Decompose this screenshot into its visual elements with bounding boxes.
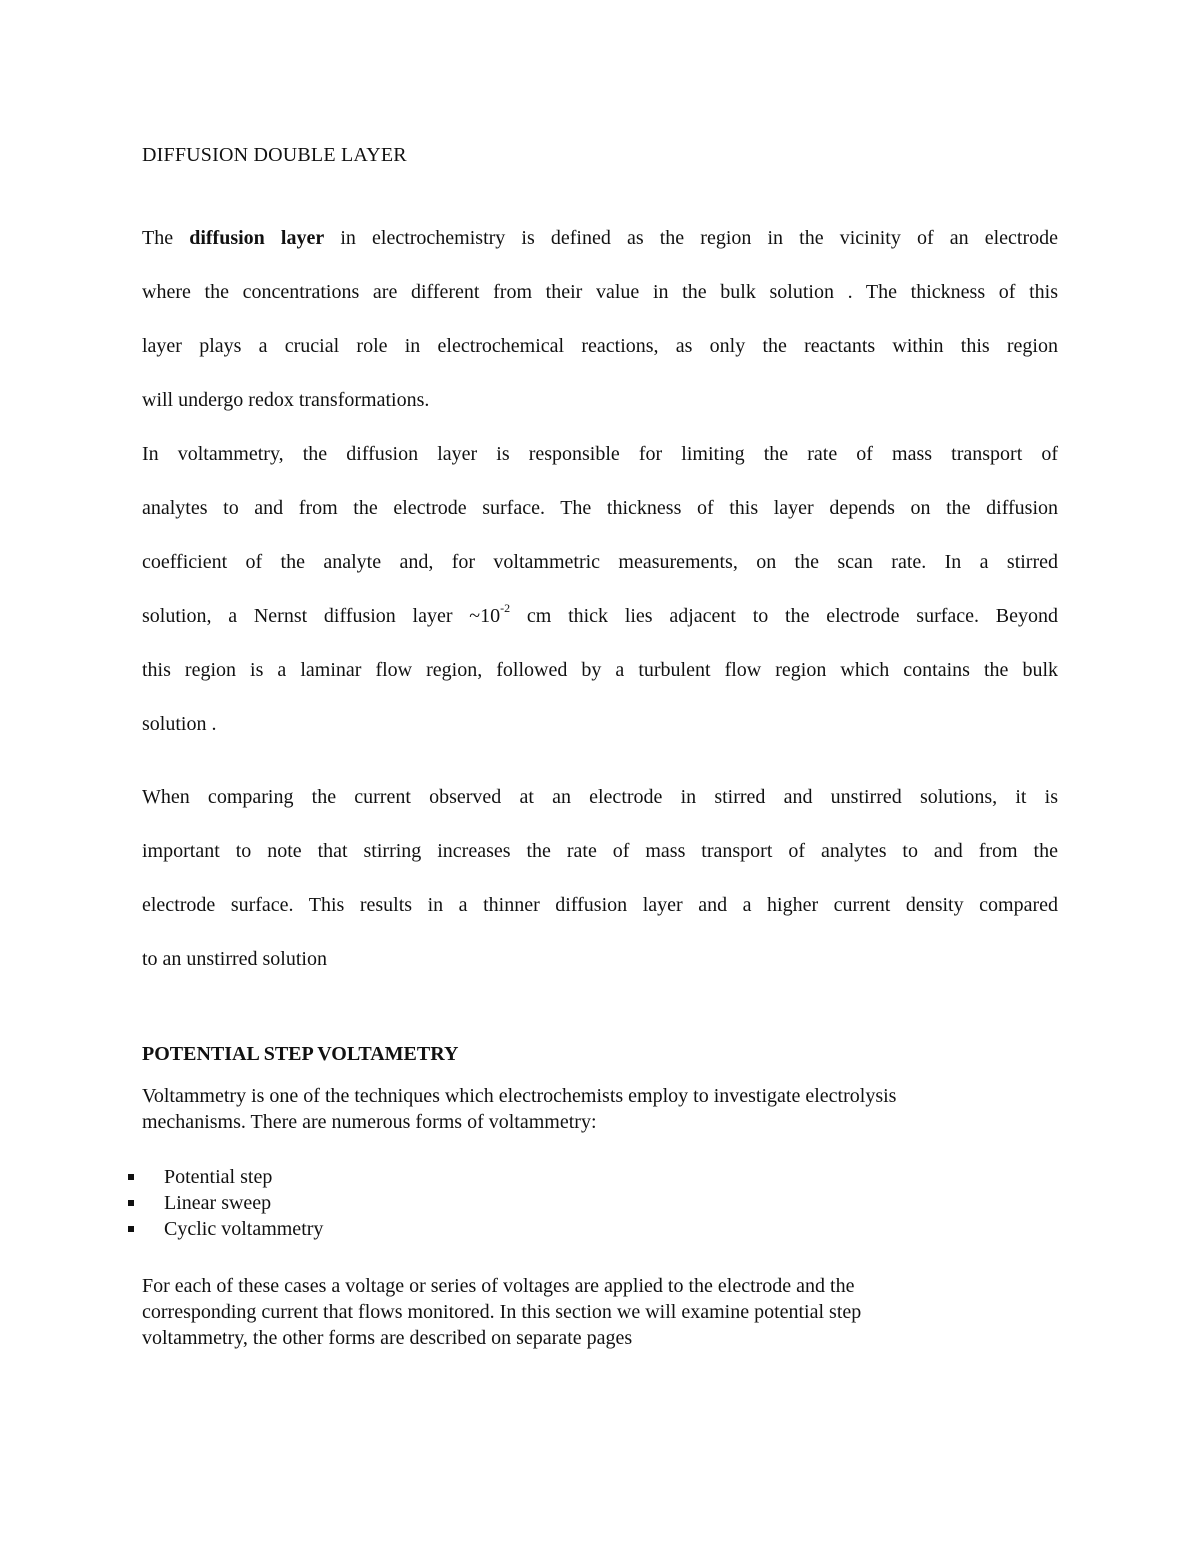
paragraph-3-line-4: to an unstirred solution xyxy=(142,948,327,970)
paragraph-1-line-4: will undergo redox transformations. xyxy=(142,389,430,411)
intro-line-2: mechanisms. There are numerous forms of voltammetry: xyxy=(142,1111,597,1133)
closing-line-3: voltammetry, the other forms are described on separate pages xyxy=(142,1327,633,1349)
paragraph-2-line-4 xyxy=(142,589,1058,643)
list-item xyxy=(124,1164,323,1190)
list-item xyxy=(124,1190,323,1216)
bullet-square-icon xyxy=(128,1226,134,1232)
text-run: The xyxy=(142,227,190,249)
page-heading: DIFFUSION DOUBLE LAYER xyxy=(142,144,407,166)
paragraph-2-line-1: In voltammetry, the diffusion layer is responsible for limiting the rate of mass transport of xyxy=(142,443,1058,465)
text-run: cm thick lies adjacent to the electrode surface. Beyond xyxy=(510,605,1059,627)
text-run: in electrochemistry is defined as the region in the vicinity of an electrode xyxy=(324,227,1058,249)
paragraph-3-line-3: electrode surface. This results in a thinner diffusion layer and a higher current density compared xyxy=(142,894,1058,916)
paragraph-3-line-2: important to note that stirring increases the rate of mass transport of analytes to and from the xyxy=(142,840,1058,862)
voltammetry-forms-list xyxy=(124,1164,323,1242)
paragraph-1-line-3: layer plays a crucial role in electrochemical reactions, as only the reactants within this region xyxy=(142,335,1058,357)
bullet-square-icon xyxy=(128,1174,134,1180)
paragraph-1-line-2: where the concentrations are different from their value in the bulk solution . The thickness of this xyxy=(142,281,1058,303)
list-item-label: Cyclic voltammetry xyxy=(164,1218,324,1240)
paragraph-3-line-1: When comparing the current observed at an electrode in stirred and unstirred solutions, it is xyxy=(142,786,1058,808)
paragraph-1-line-1 xyxy=(142,211,1058,265)
closing-line-2: corresponding current that flows monitored. In this section we will examine potential step xyxy=(142,1301,862,1323)
intro-line-1: Voltammetry is one of the techniques which electrochemists employ to investigate electrolysis xyxy=(142,1085,897,1107)
paragraph-2-line-5: this region is a laminar flow region, followed by a turbulent flow region which contains the bulk xyxy=(142,659,1058,681)
paragraph-2-line-3: coefficient of the analyte and, for voltammetric measurements, on the scan rate. In a stirred xyxy=(142,551,1058,573)
section-title: POTENTIAL STEP VOLTAMETRY xyxy=(142,1043,459,1065)
list-item-label: Potential step xyxy=(164,1166,273,1188)
paragraph-2-line-6: solution . xyxy=(142,713,217,735)
text-run: solution, a Nernst diffusion layer ~10 xyxy=(142,605,501,627)
list-item-label: Linear sweep xyxy=(164,1192,272,1214)
closing-line-1: For each of these cases a voltage or series of voltages are applied to the electrode and the xyxy=(142,1275,855,1297)
superscript-exponent: -2 xyxy=(500,601,511,616)
list-item xyxy=(124,1216,323,1242)
bullet-square-icon xyxy=(128,1200,134,1206)
bold-term: diffusion layer xyxy=(189,227,325,249)
paragraph-2-line-2: analytes to and from the electrode surface. The thickness of this layer depends on the diffusion xyxy=(142,497,1058,519)
